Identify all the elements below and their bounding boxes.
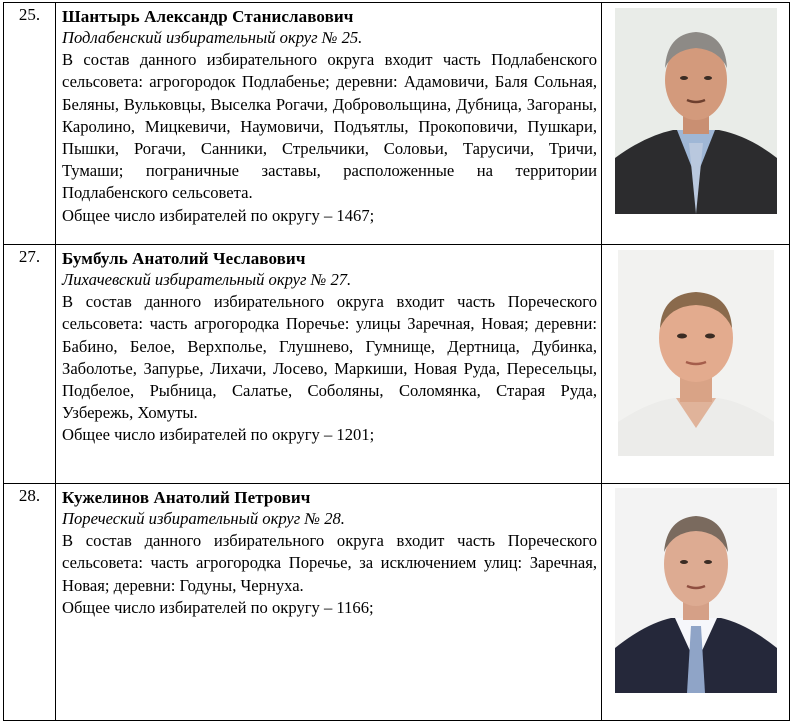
- okrug-description: В состав данного избирательного округа входит часть Пореческого сельсовета: часть агрогородка Поречье, за исключением улиц: Заречная, Новая; деревни: Годуны, Чернуха.: [62, 531, 597, 595]
- okrug-title: Лихачевский избирательный округ № 27.: [62, 270, 352, 289]
- candidate-info: [56, 484, 602, 721]
- candidate-name: Бумбуль Анатолий Чеславович: [62, 249, 306, 268]
- voters-count: Общее число избирателей по округу – 1467;: [62, 205, 375, 225]
- voters-count: Общее число избирателей по округу – 1166;: [62, 597, 374, 617]
- portrait-image: [615, 488, 777, 693]
- voters-count: Общее число избирателей по округу – 1201;: [62, 425, 375, 445]
- photo-cell: [602, 3, 790, 245]
- candidate-info: [56, 245, 602, 484]
- table-row: [4, 3, 790, 245]
- table-row: [4, 484, 790, 721]
- table-row: [4, 245, 790, 484]
- okrug-description: В состав данного избирательного округа входит часть Подлабенского сельсовета: агрогородок Подлабенье; деревни: Адамовичи, Баля Сольная, Беляны, Вульковцы, Выселка Рогачи, Добровольщина, Дубница, Загораны, Каролино, Мицкевичи, Наумовичи, Подъятлы, Прокоповичи, Пушкари, Пышки, Рогачи, Санники, Стрельчики, Соловьи, Тарусичи, Тричи, Тумаши; пограничные заставы, расположенные на территории Подлабенского сельсовета.: [62, 50, 597, 203]
- candidate-name: Кужелинов Анатолий Петрович: [62, 488, 311, 507]
- portrait-image: [618, 250, 774, 456]
- row-number: 28.: [4, 484, 56, 721]
- candidate-info: [56, 3, 602, 245]
- photo-cell: [602, 484, 790, 721]
- row-number: 27.: [4, 245, 56, 484]
- row-number: 25.: [4, 3, 56, 245]
- okrug-title: Пореческий избирательный округ № 28.: [62, 509, 345, 528]
- photo-cell: [602, 245, 790, 484]
- candidate-photo: [615, 488, 777, 693]
- candidate-name: Шантырь Александр Станиславович: [62, 7, 354, 26]
- portrait-image: [615, 8, 777, 214]
- candidates-table: [3, 2, 790, 721]
- candidate-photo: [618, 250, 774, 456]
- okrug-description: В состав данного избирательного округа входит часть Пореческого сельсовета: часть агрогородка Поречье: улицы Заречная, Новая; деревни: Бабино, Белое, Верхполье, Глушнево, Гумнище, Дертница, Дубинка, Заболотье, Запурье, Лихачи, Лосево, Маркиши, Новая Руда, Пересельцы, Подбелое, Рыбница, Салатье, Соболяны, Соломянка, Старая Руда, Узбережь, Хомуты.: [62, 292, 597, 423]
- okrug-title: Подлабенский избирательный округ № 25.: [62, 28, 363, 47]
- candidate-photo: [615, 8, 777, 214]
